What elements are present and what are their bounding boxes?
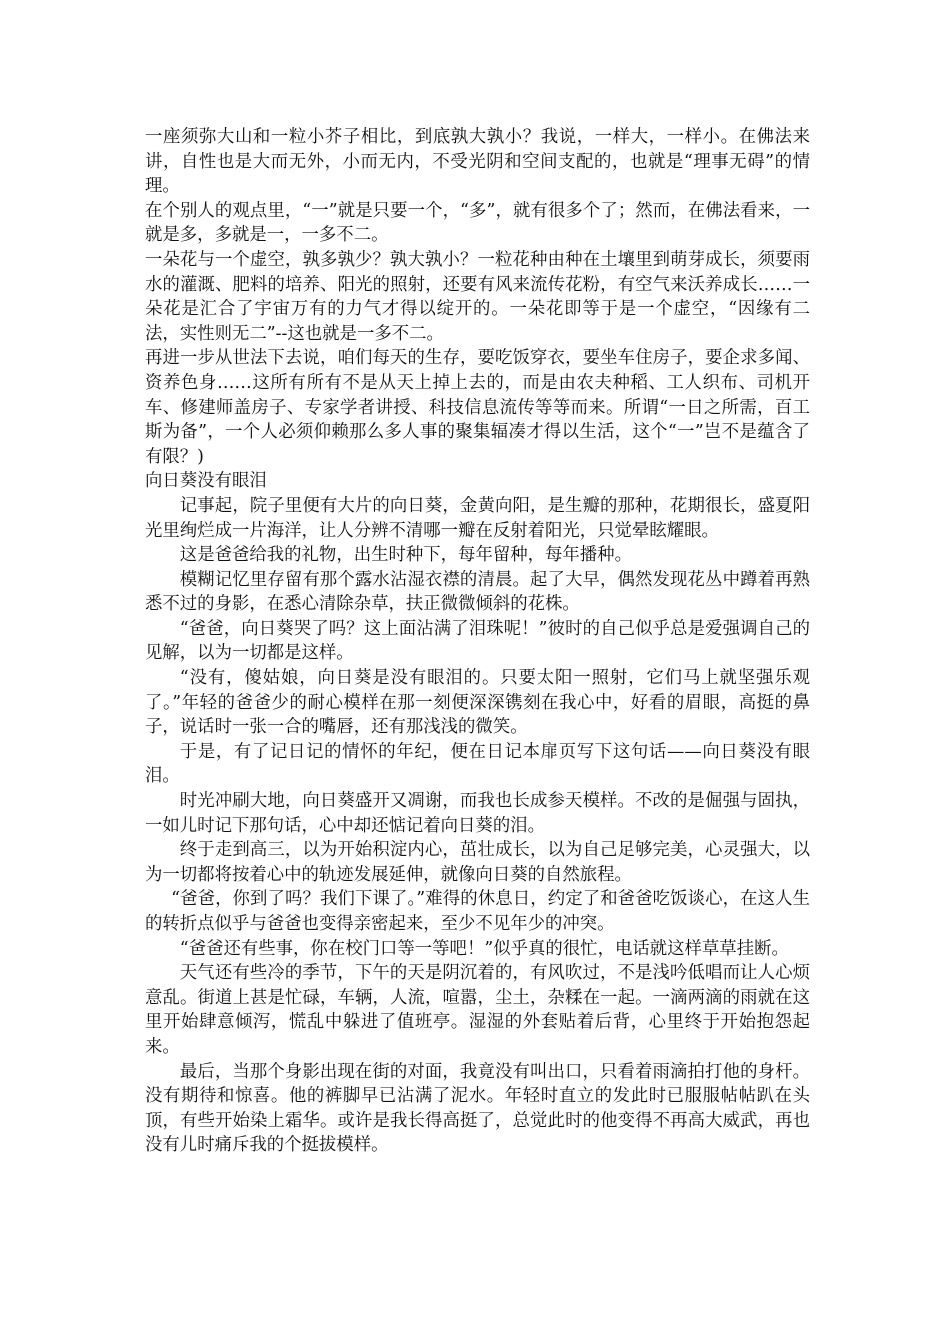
story-paragraph: 于是，有了记日记的情怀的年纪，便在日记本扉页写下这句话——向日葵没有眼泪。 (145, 741, 810, 787)
story-paragraph: “爸爸还有些事，你在校门口等一等吧！”似乎真的很忙，电话就这样草草挂断。 (179, 938, 789, 959)
story-paragraph: 模糊记忆里存留有那个露水沾湿衣襟的清晨。起了大早，偶然发现花丛中蹲着再熟悉不过的身影，在悉心清除杂草，扶正微微倾斜的花株。 (145, 569, 810, 615)
story-title: 向日葵没有眼泪 (145, 471, 267, 492)
story-paragraph: 记事起，院子里便有大片的向日葵，金黄向阳，是生瓣的那种，花期很长，盛夏阳光里绚烂成一片海洋，让人分辨不清哪一瓣在反射着阳光，只觉晕眩耀眼。 (145, 495, 810, 541)
document-page (145, 125, 810, 1158)
story-paragraph: “爸爸，你到了吗？我们下课了。”难得的休息日，约定了和爸爸吃饭谈心，在这人生的转折点似乎与爸爸也变得亲密起来，至少不见年少的冲突。 (145, 889, 810, 934)
paragraph-mountain-mustard-seed: 一座须弥大山和一粒小芥子相比，到底孰大孰小？我说，一样大，一样小。在佛法来讲，自性也是大而无外，小而无内，不受光阴和空间支配的，也就是“理事无碍”的情理。 (145, 127, 810, 197)
story-paragraph: “爸爸，向日葵哭了吗？这上面沾满了泪珠呢！”彼时的自己似乎总是爱强调自己的见解，以为一切都是这样。 (145, 618, 810, 664)
story-paragraph: 终于走到高三，以为开始积淀内心，茁壮成长，以为自己足够完美，心灵强大，以为一切都将按着心中的轨迹发展延伸，就像向日葵的自然旅程。 (145, 840, 810, 885)
paragraph-daily-life: 再进一步从世法下去说，咱们每天的生存，要吃饭穿衣，要坐车住房子，要企求多闻、资养色身……这所有所有不是从天上掉上去的，而是由农夫种稻、工人织布、司机开车、修建师盖房子、专家学者讲授、科技信息流传等等而来。所谓“一日之所需，百工斯为备”，一个人必须仰赖那么多人事的聚集辐凑才得以生活，这个“一”岂不是蕴含了有限？) (145, 348, 810, 467)
story-paragraph: 天气还有些冷的季节，下午的天是阴沉着的，有风吹过，不是浅吟低唱而让人心烦意乱。街道上甚是忙碌，车辆，人流，喧嚣，尘土，杂糅在一起。一滴两滴的雨就在这里开始肆意倾泻，慌乱中躲进了值班亭。湿湿的外套贴着后背，心里终于开始抱怨起来。 (145, 963, 810, 1057)
paragraph-one-and-many: 在个别人的观点里，“一”就是只要一个，“多”，就有很多个了；然而，在佛法看来，一就是多，多就是一，一多不二。 (145, 200, 810, 246)
story-paragraph: 最后，当那个身影出现在街的对面，我竟没有叫出口，只看着雨滴拍打他的身杆。没有期待和惊喜。他的裤脚早已沾满了泥水。年轻时直立的发此时已服服帖帖趴在头顶，有些开始染上霜华。或许是我长得高挺了，总觉此时的他变得不再高大威武，再也没有儿时痛斥我的个挺拔模样。 (145, 1061, 810, 1156)
story-paragraph: 时光冲刷大地，向日葵盛开又凋谢，而我也长成参天模样。不改的是倔强与固执，一如儿时记下那句话，心中却还惦记着向日葵的泪。 (145, 791, 810, 836)
story-paragraph: “没有，傻姑娘，向日葵是没有眼泪的。只要太阳一照射，它们马上就坚强乐观了。”年轻的爸爸少的耐心模样在那一刻便深深镌刻在我心中，好看的眉眼，高挺的鼻子，说话时一张一合的嘴唇，还有那浅浅的微笑。 (145, 668, 810, 738)
story-paragraph: 这是爸爸给我的礼物，出生时种下，每年留种，每年播种。 (179, 545, 632, 566)
paragraph-flower-and-void: 一朵花与一个虚空，孰多孰少？孰大孰小？一粒花种由种在土壤里到萌芽成长，须要雨水的灌溉、肥料的培养、阳光的照射，还要有风来流传花粉，有空气来沃养成长……一朵花是汇合了宇宙万有的力气才得以绽开的。一朵花即等于是一个虚空，“因缘有二法，实性则无二”--这也就是一多不二。 (145, 249, 810, 344)
